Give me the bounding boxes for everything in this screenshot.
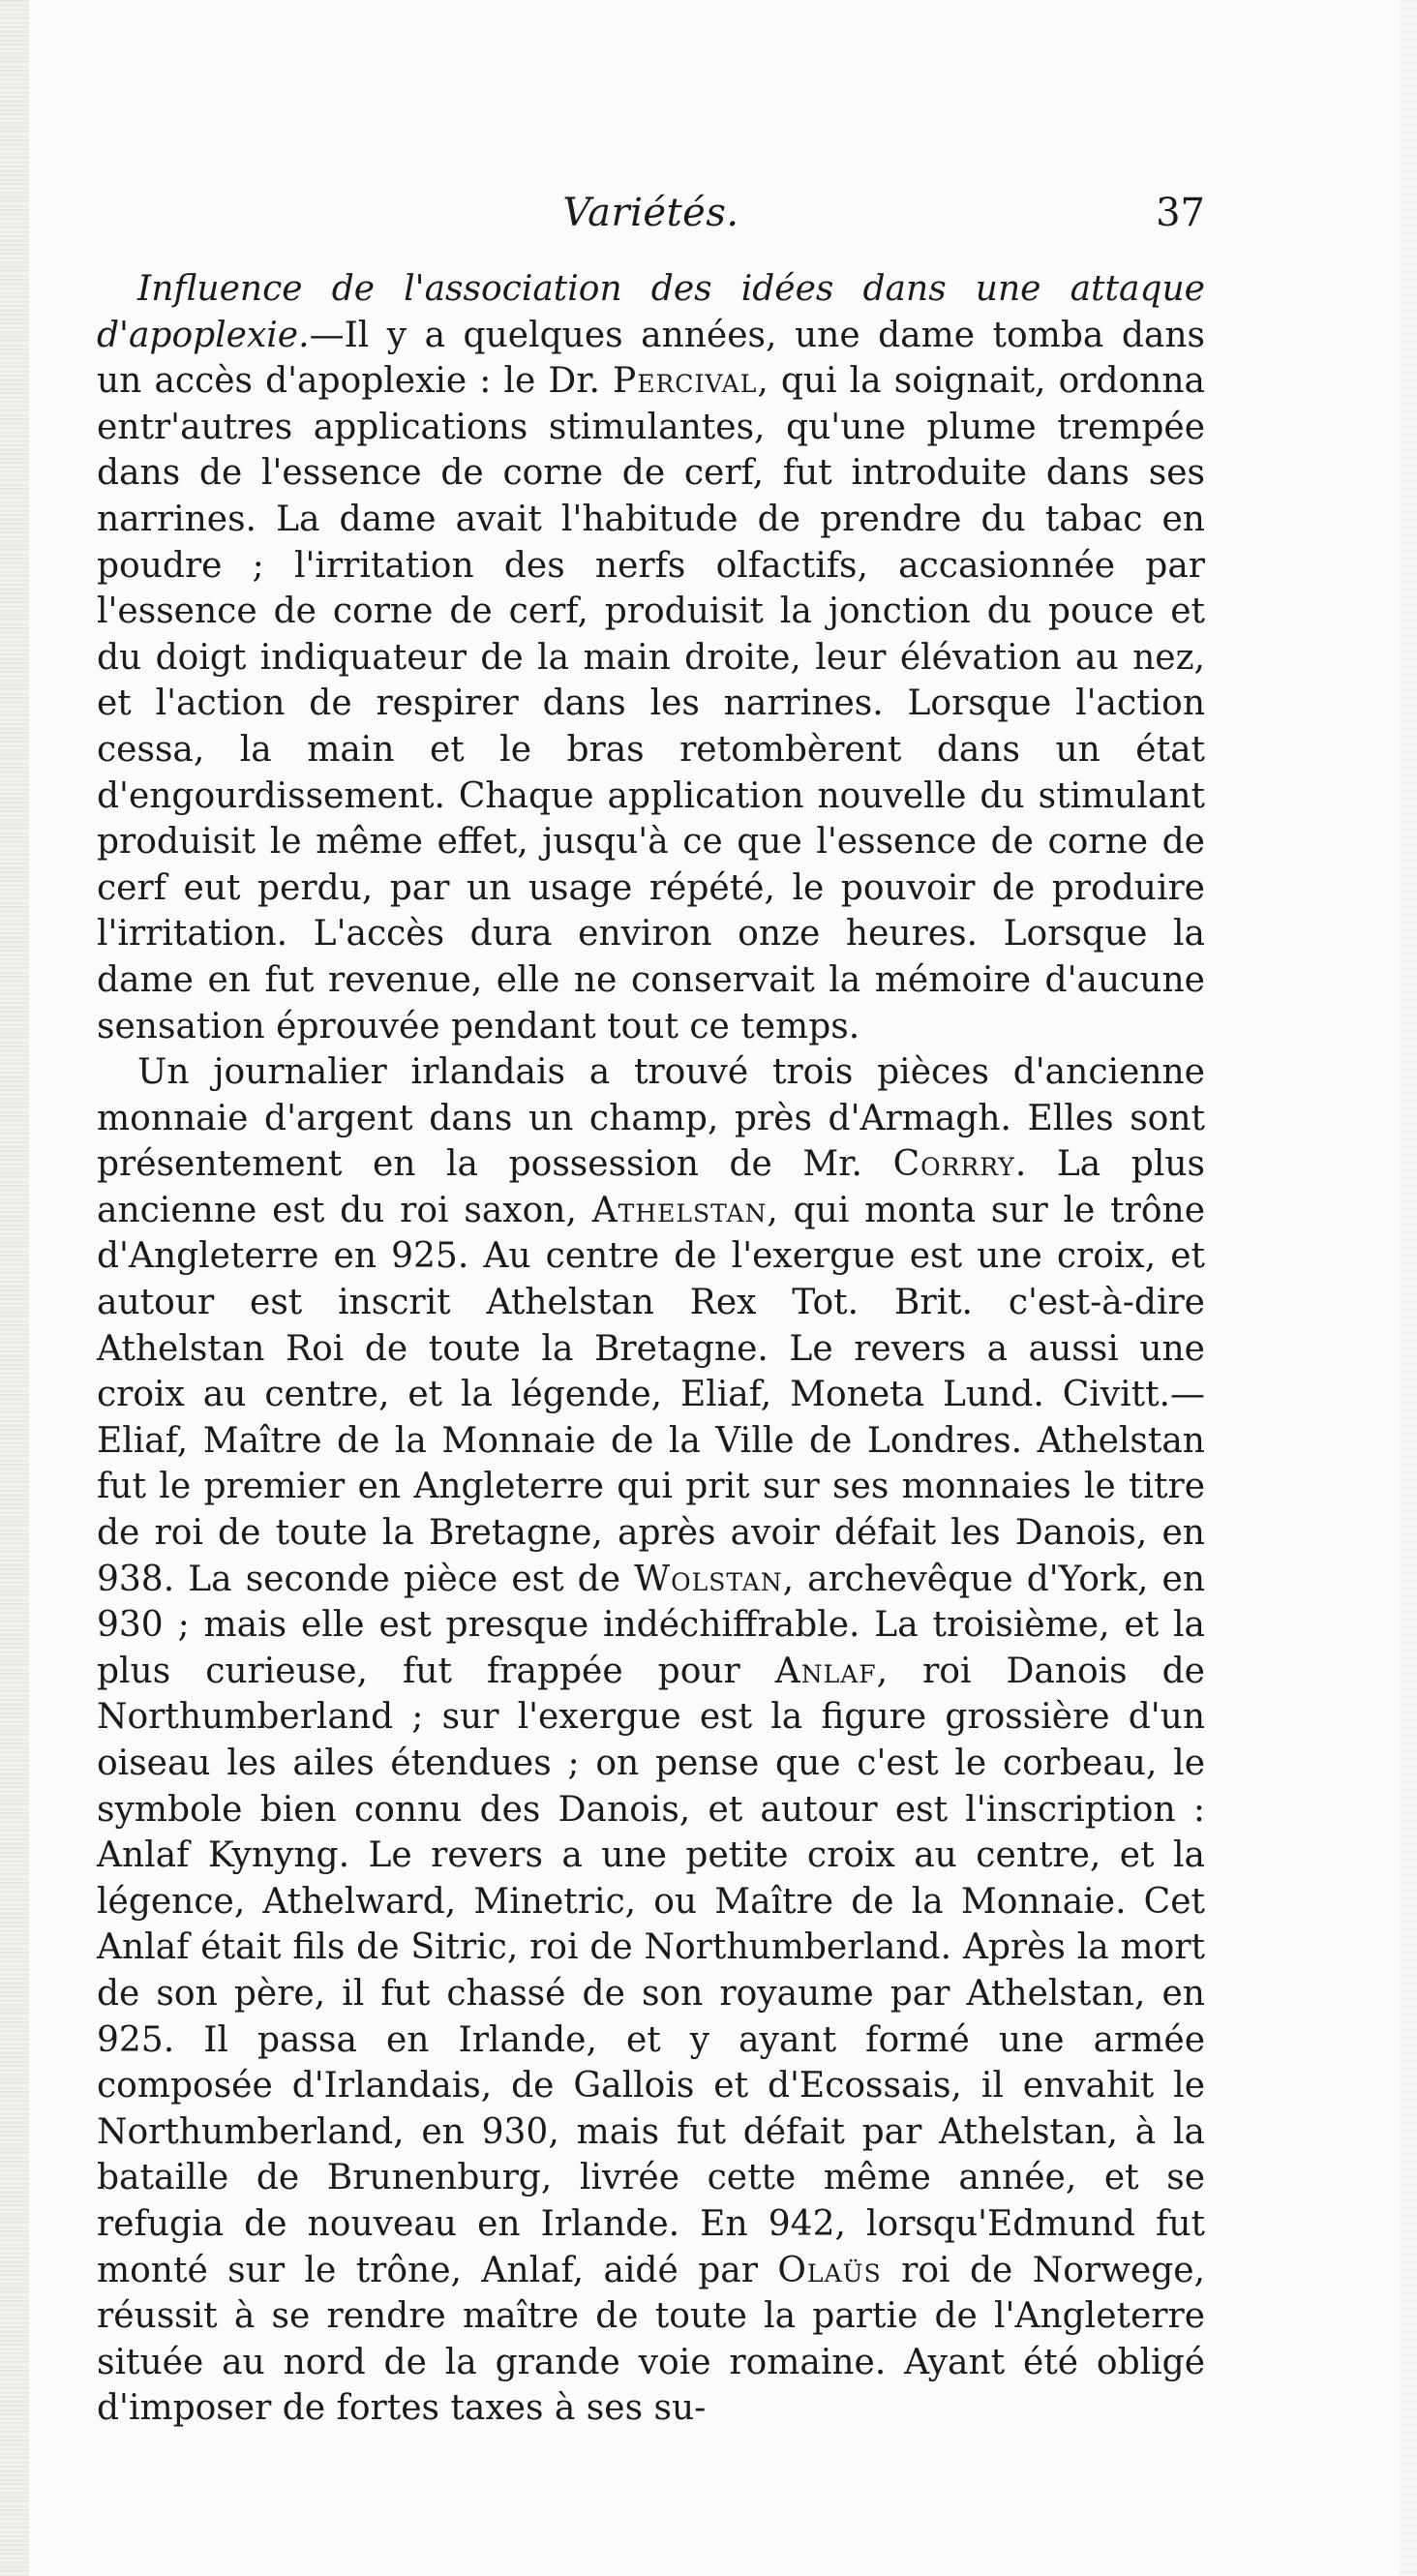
body-text	[97, 266, 1205, 2432]
segment: Un journalier irlandais a trouvé trois pièces d'ancienne monnaie d'argent dans un champ, près d'Armagh. Elles sont présentement en la possession de Mr.	[97, 1052, 1205, 1185]
segment: , roi Danois de Northumberland ; sur l'exergue est la figure grossière d'un oiseau les ailes étendues ; on pense que c'est le corbeau, le symbole bien connu des Danois, et autour est l'inscription : Anlaf Kynyng. Le revers a une petite croix au centre, et la légence, Athelward, Minetric, ou Maître de la Monnaie. Cet Anlaf était fils de Sitric, roi de Northumberland. Après la mort de son père, il fut chassé de son royaume par Athelstan, en 925. Il passa en Irlande, et y ayant formé une armée composée d'Irlandais, de Gallois et d'Ecossais, il envahit le Northumberland, en 930, mais fut défait par Athelstan, à la bataille de Brunenburg, livrée cette même année, et se refugia de nouveau en Irlande. En 942, lorsqu'Edmund fut monté sur le trône, Anlaf, aidé par	[97, 1651, 1205, 2290]
segment: . La plus ancienne est du roi saxon,	[97, 1144, 1206, 1230]
person-name: Percival	[613, 361, 758, 402]
paragraph-apoplexie	[97, 266, 1205, 1049]
page-edge-right	[1400, 0, 1417, 2576]
person-name: Olaüs	[777, 2250, 882, 2290]
paragraph-monnaies	[97, 1049, 1205, 2432]
page-number: 37	[1156, 191, 1205, 235]
segment: , qui monta sur le trône d'Angleterre en 925. Au centre de l'exergue est une croix, et autour est inscrit Athelstan Rex Tot. Brit. c'est-à-dire Athelstan Roi de toute la Bretagne. Le revers a aussi une croix au centre, et la légende, Eliaf, Moneta Lund. Civitt.—Eliaf, Maître de la Monnaie de la Ville de Londres. Athelstan fut le premier en Angleterre qui prit sur ses monnaies le titre de roi de toute la Bretagne, après avoir défait les Danois, en 938. La seconde pièce est de	[97, 1190, 1205, 1599]
segment: , qui la soignait, ordonna entr'autres applications stimulantes, qu'une plume trempée dans de l'essence de corne de cerf, fut introduite dans ses narrines. La dame avait l'habitude de prendre du tabac en poudre ; l'irritation des nerfs olfactifs, accasionnée par l'essence de corne de cerf, produisit la jonction du pouce et du doigt indiquateur de la main droite, leur élévation au nez, et l'action de respirer dans les narrines. Lorsque l'action cessa, la main et le bras retombèrent dans un état d'engourdissement. Chaque application nouvelle du stimulant produisit le même effet, jusqu'à ce que l'essence de corne de cerf eut perdu, par un usage répété, le pouvoir de produire l'irritation. L'accès dura environ onze heures. Lorsque la dame en fut revenue, elle ne conservait la mémoire d'aucune sensation éprouvée pendant tout ce temps.	[97, 361, 1206, 1046]
segment: , archevêque d'York, en 930 ; mais elle est presque indéchiffrable. La troisième, et la plus curieuse, fut frappée pour	[97, 1559, 1206, 1691]
segment: roi de Norwege, réussit à se rendre maître de toute la partie de l'Angleterre située au nord de la grande voie romaine. Ayant été obligé d'imposer de fortes taxes à ses su-	[97, 2250, 1206, 2429]
paragraph-heading: Influence de l'association des idées dans une attaque d'apoplexie.	[97, 269, 1205, 355]
page-header	[97, 184, 1205, 242]
page-edge-left	[0, 0, 29, 2576]
segment: —Il y a quelques années, une dame tomba dans un accès d'apoplexie : le Dr.	[97, 315, 1205, 402]
person-name: Corrry	[892, 1144, 1015, 1185]
running-title: Variétés.	[562, 191, 739, 235]
person-name: Athelstan	[591, 1190, 768, 1230]
person-name: Anlaf	[774, 1651, 877, 1691]
person-name: Wolstan	[634, 1559, 783, 1599]
